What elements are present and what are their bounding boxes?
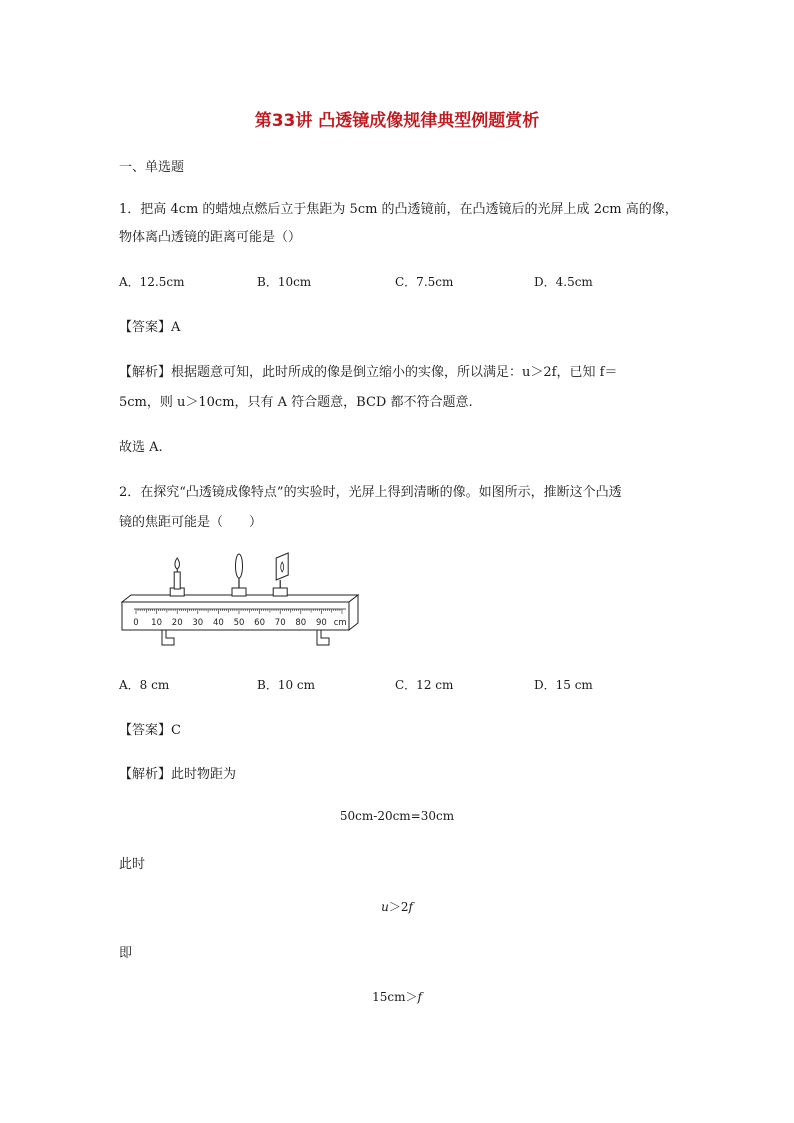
q2-equation-1: 50cm-20cm=30cm <box>339 809 455 823</box>
ruler-tick-label: 70 <box>274 618 286 628</box>
optical-bench-figure <box>118 552 363 648</box>
q2-option-d: D．15 cm <box>534 678 593 692</box>
convex-lens-icon <box>236 554 243 578</box>
q2-stem-line2: 镜的焦距可能是（ ） <box>119 515 263 530</box>
ruler-tick-label: 10 <box>151 618 163 628</box>
ruler-tick-label: 0 <box>133 618 139 628</box>
q2-analysis-intro: 【解析】此时物距为 <box>119 767 237 782</box>
ruler-tick-label: 20 <box>171 618 183 628</box>
screen-holder <box>273 553 288 596</box>
q2-option-c: C．12 cm <box>395 678 454 692</box>
ruler-tick-label: 80 <box>295 618 307 628</box>
q2-word-namely: 即 <box>119 946 133 961</box>
section-heading: 一、单选题 <box>119 160 185 175</box>
ruler-tick-label: cm <box>333 618 347 628</box>
candle-holder <box>170 558 184 596</box>
q2-option-a: A．8 cm <box>119 678 170 692</box>
q1-stem-line2: 物体离凸透镜的距离可能是（） <box>119 230 302 245</box>
q2-equation-2: u＞2f <box>381 900 413 914</box>
lens-holder <box>232 554 246 596</box>
page-title: 第33讲 凸透镜成像规律典型例题赏析 <box>254 111 540 131</box>
bench-leg-right <box>317 630 329 645</box>
q1-analysis-line1: 【解析】根据题意可知，此时所成的像是倒立缩小的实像，所以满足：u＞2f，已知 f＝ <box>119 365 618 380</box>
q1-option-b: B．10cm <box>257 275 312 289</box>
q1-stem-line1: 1．把高 4cm 的蜡烛点燃后立于焦距为 5cm 的凸透镜前，在凸透镜后的光屏上成 2cm 高的像， <box>119 202 678 217</box>
q1-analysis-line2: 5cm，则 u＞10cm，只有 A 符合题意，BCD 都不符合题意. <box>119 395 473 410</box>
q1-conclusion: 故选 A. <box>119 440 163 455</box>
q1-option-c: C．7.5cm <box>395 275 454 289</box>
bench-leg-left <box>162 630 174 645</box>
ruler-tick-label: 40 <box>212 618 224 628</box>
q2-option-b: B．10 cm <box>257 678 316 692</box>
ruler-tick-label: 60 <box>254 618 266 628</box>
image-on-screen-icon <box>281 562 284 572</box>
q1-option-d: D．4.5cm <box>534 275 593 289</box>
q1-option-a: A．12.5cm <box>119 275 185 289</box>
candle <box>174 572 180 589</box>
q2-answer: 【答案】C <box>119 723 181 738</box>
q2-word-this-time: 此时 <box>119 857 146 872</box>
q1-answer: 【答案】A <box>119 320 181 335</box>
candle-flame-icon <box>175 558 180 569</box>
ruler-tick-label: 30 <box>192 618 204 628</box>
q2-stem-line1: 2．在探究“凸透镜成像特点”的实验时，光屏上得到清晰的像。如图所示，推断这个凸透 <box>119 485 622 500</box>
ruler-tick-label: 90 <box>315 618 327 628</box>
q2-equation-3: 15cm＞f <box>372 990 422 1004</box>
ruler-tick-label: 50 <box>233 618 245 628</box>
